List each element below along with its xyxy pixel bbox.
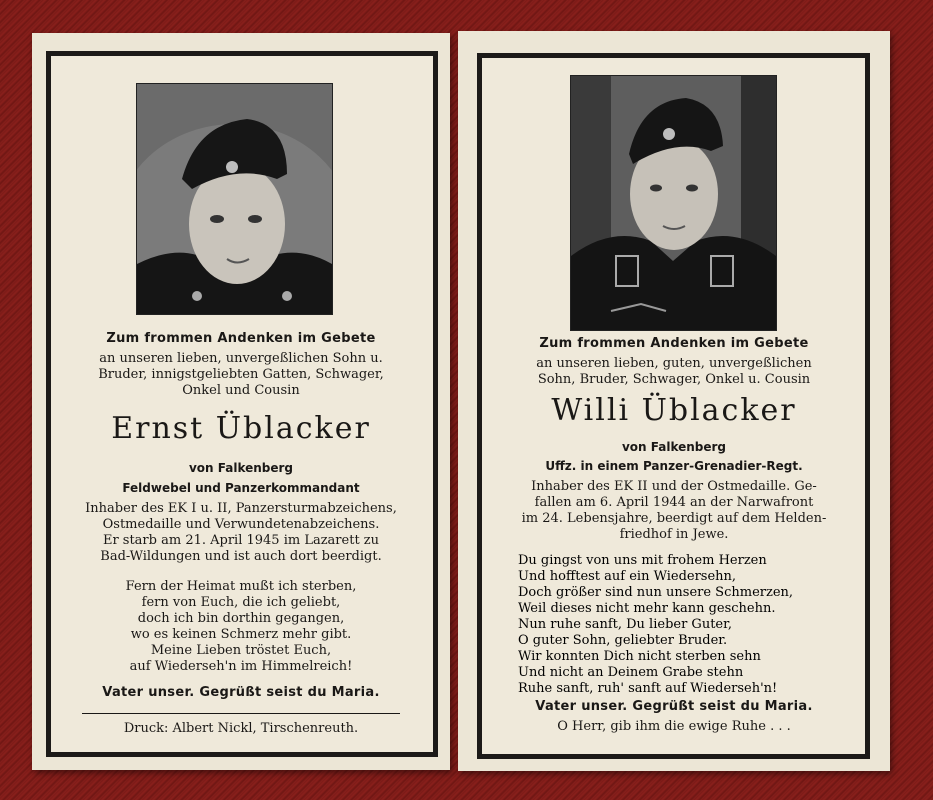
dedication-heading: Zum frommen Andenken im Gebete bbox=[539, 336, 809, 351]
portrait-photo-left bbox=[136, 83, 333, 315]
intro-line: an unseren lieben, guten, unvergeßlichen bbox=[536, 356, 812, 371]
printer-line: Druck: Albert Nickl, Tirschenreuth. bbox=[123, 721, 359, 736]
divider bbox=[82, 713, 400, 714]
deceased-name: Ernst Üblacker bbox=[111, 411, 371, 446]
detail-line: Inhaber des EK II und der Ostmedaille. Ge- bbox=[531, 479, 817, 494]
detail-line: Inhaber des EK I u. II, Panzersturmabzeichens, bbox=[85, 501, 397, 516]
detail-line: im 24. Lebensjahre, beerdigt auf dem Helden- bbox=[521, 511, 827, 526]
prayer-line: Vater unser. Gegrüßt seist du Maria. bbox=[102, 685, 380, 700]
poem-line: O guter Sohn, geliebter Bruder. bbox=[518, 633, 728, 648]
detail-line: Er starb am 21. April 1945 im Lazarett zu bbox=[102, 533, 380, 548]
intro-line: Bruder, innigstgeliebten Gatten, Schwager, bbox=[98, 367, 384, 382]
poem-line: auf Wiederseh'n im Himmelreich! bbox=[129, 659, 353, 674]
detail-line: Ostmedaille und Verwundetenabzeichens. bbox=[102, 517, 380, 532]
poem-line: fern von Euch, die ich geliebt, bbox=[141, 595, 341, 610]
detail-line: friedhof in Jewe. bbox=[619, 527, 729, 542]
poem-line: Doch größer sind nun unsere Schmerzen, bbox=[518, 585, 794, 600]
detail-line: Bad-Wildungen und ist auch dort beerdigt. bbox=[100, 549, 382, 564]
intro-line: Sohn, Bruder, Schwager, Onkel u. Cousin bbox=[537, 372, 811, 387]
dedication-heading: Zum frommen Andenken im Gebete bbox=[106, 331, 376, 346]
closing-line: O Herr, gib ihm die ewige Ruhe . . . bbox=[557, 719, 791, 734]
memorial-card-right bbox=[458, 31, 890, 771]
poem-line: Meine Lieben tröstet Euch, bbox=[150, 643, 332, 658]
poem-line: doch ich bin dorthin gegangen, bbox=[137, 611, 345, 626]
poem-line: wo es keinen Schmerz mehr gibt. bbox=[130, 627, 352, 642]
prayer-line: Vater unser. Gegrüßt seist du Maria. bbox=[535, 699, 813, 714]
origin-line: von Falkenberg bbox=[621, 440, 727, 454]
rank-line: Feldwebel und Panzerkommandant bbox=[122, 481, 360, 495]
poem-line: Fern der Heimat mußt ich sterben, bbox=[125, 579, 357, 594]
memorial-card-left bbox=[32, 33, 450, 770]
origin-line: von Falkenberg bbox=[188, 461, 294, 475]
intro-line: Onkel und Cousin bbox=[182, 383, 300, 398]
poem-line: Und nicht an Deinem Grabe stehn bbox=[518, 665, 744, 680]
portrait-photo-right bbox=[570, 75, 777, 331]
poem-line: Und hofftest auf ein Wiedersehn, bbox=[518, 569, 737, 584]
rank-line: Uffz. in einem Panzer-Grenadier-Regt. bbox=[545, 459, 803, 473]
poem-line: Ruhe sanft, ruh' sanft auf Wiederseh'n! bbox=[518, 681, 778, 696]
detail-line: fallen am 6. April 1944 an der Narwafront bbox=[534, 495, 814, 510]
intro-line: an unseren lieben, unvergeßlichen Sohn u. bbox=[99, 351, 383, 366]
poem-line: Weil dieses nicht mehr kann geschehn. bbox=[518, 601, 776, 616]
poem bbox=[518, 553, 848, 697]
poem-line: Wir konnten Dich nicht sterben sehn bbox=[518, 649, 761, 664]
deceased-name: Willi Üblacker bbox=[551, 393, 797, 428]
poem-line: Nun ruhe sanft, Du lieber Guter, bbox=[518, 617, 733, 632]
poem-line: Du gingst von uns mit frohem Herzen bbox=[518, 553, 767, 568]
